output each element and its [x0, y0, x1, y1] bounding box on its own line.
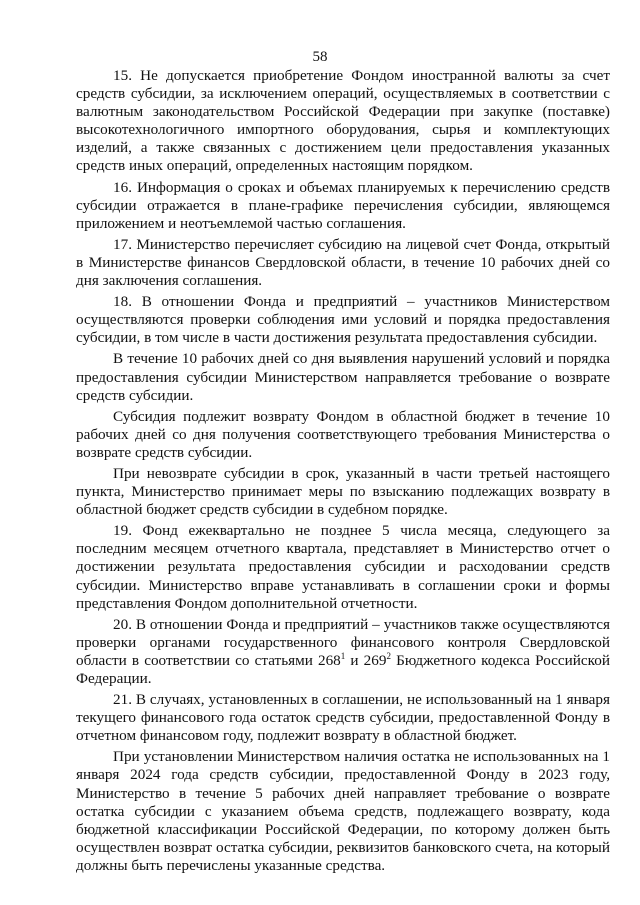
paragraph-18-part-4: При невозврате субсидии в срок, указанный в части третьей настоящего пункта, Министерство принимает меры по взысканию подлежащих возврату в областной бюджет средств субсидии в судебном порядке. [76, 464, 610, 519]
paragraph-18-part-3: Субсидия подлежит возврату Фондом в областной бюджет в течение 10 рабочих дней со дня получения соответствующего требования Министерства о возврате средств субсидии. [76, 407, 610, 461]
document-body [76, 67, 610, 875]
footnote-superscript-1: 1 [340, 650, 346, 661]
paragraph-21-part-2: При установлении Министерством наличия остатка не использованных на 1 января 2024 года средств субсидии, предоставленной Фонду в 2023 году, Министерство в течение 5 рабочих дней направляет требование о возврате остатка субсидии с указанием объема средств, подлежащего возврату, кода бюджетной классификации Российской Федерации, по которому должен быть осуществлен возврат остатка субсидии, реквизитов банковского счета, на который должны быть перечислены указанные средства. [76, 748, 610, 874]
paragraph-20 [76, 616, 610, 688]
paragraph-21: 21. В случаях, установленных в соглашении, не использованный на 1 января текущего финансового года остаток средств субсидии, предоставленной Фонду в отчетном финансовом году, подлежит возврату в областной бюджет. [76, 691, 610, 745]
page-number: 58 [312, 49, 328, 65]
paragraph-15: 15. Не допускается приобретение Фондом иностранной валюты за счет средств субсидии, за исключением операций, осуществляемых в соответствии с валютным законодательством Российской Федерации при закупке (поставке) высокотехнологичного импортного оборудования, сырья и комплектующих изделий, а также связанных с достижением цели предоставления указанных средств иных операций, определенных настоящим порядком. [76, 67, 610, 175]
paragraph-20-text-start: 20. В отношении Фонда и предприятий – участников также осуществляются проверки органами государственного финансового контроля Свердловской области в соответствии со статьями 268 [76, 615, 610, 669]
footnote-superscript-2: 2 [386, 650, 391, 661]
paragraph-18-part-2: В течение 10 рабочих дней со дня выявления нарушений условий и порядка предоставления субсидии Министерством направляется требование о возврате средств субсидии. [76, 350, 610, 404]
paragraph-19: 19. Фонд ежеквартально не позднее 5 числа месяца, следующего за последним месяцем отчетного квартала, представляет в Министерство отчет о достижении результата предоставления субсидии и расходовании средств субсидии. Министерство вправе устанавливать в соглашении сроки и формы представления Фондом дополнительной отчетности. [76, 522, 610, 612]
paragraph-16: 16. Информация о сроках и объемах планируемых к перечислению средств субсидии отражается в плане-графике перечисления субсидии, являющемся приложением и неотъемлемой частью соглашения. [76, 178, 610, 232]
paragraph-18: 18. В отношении Фонда и предприятий – участников Министерством осуществляются проверки соблюдения ими условий и порядка предоставления субсидии, в том числе в части достижения результата предоставления субсидии. [76, 293, 610, 347]
paragraph-20-text-middle: и 269 [345, 651, 387, 669]
paragraph-20-text-end: Бюджетного кодекса Российской Федерации. [76, 651, 610, 687]
paragraph-17: 17. Министерство перечисляет субсидию на лицевой счет Фонда, открытый в Министерстве финансов Свердловской области, в течение 10 рабочих дней со дня заключения соглашения. [76, 235, 610, 290]
